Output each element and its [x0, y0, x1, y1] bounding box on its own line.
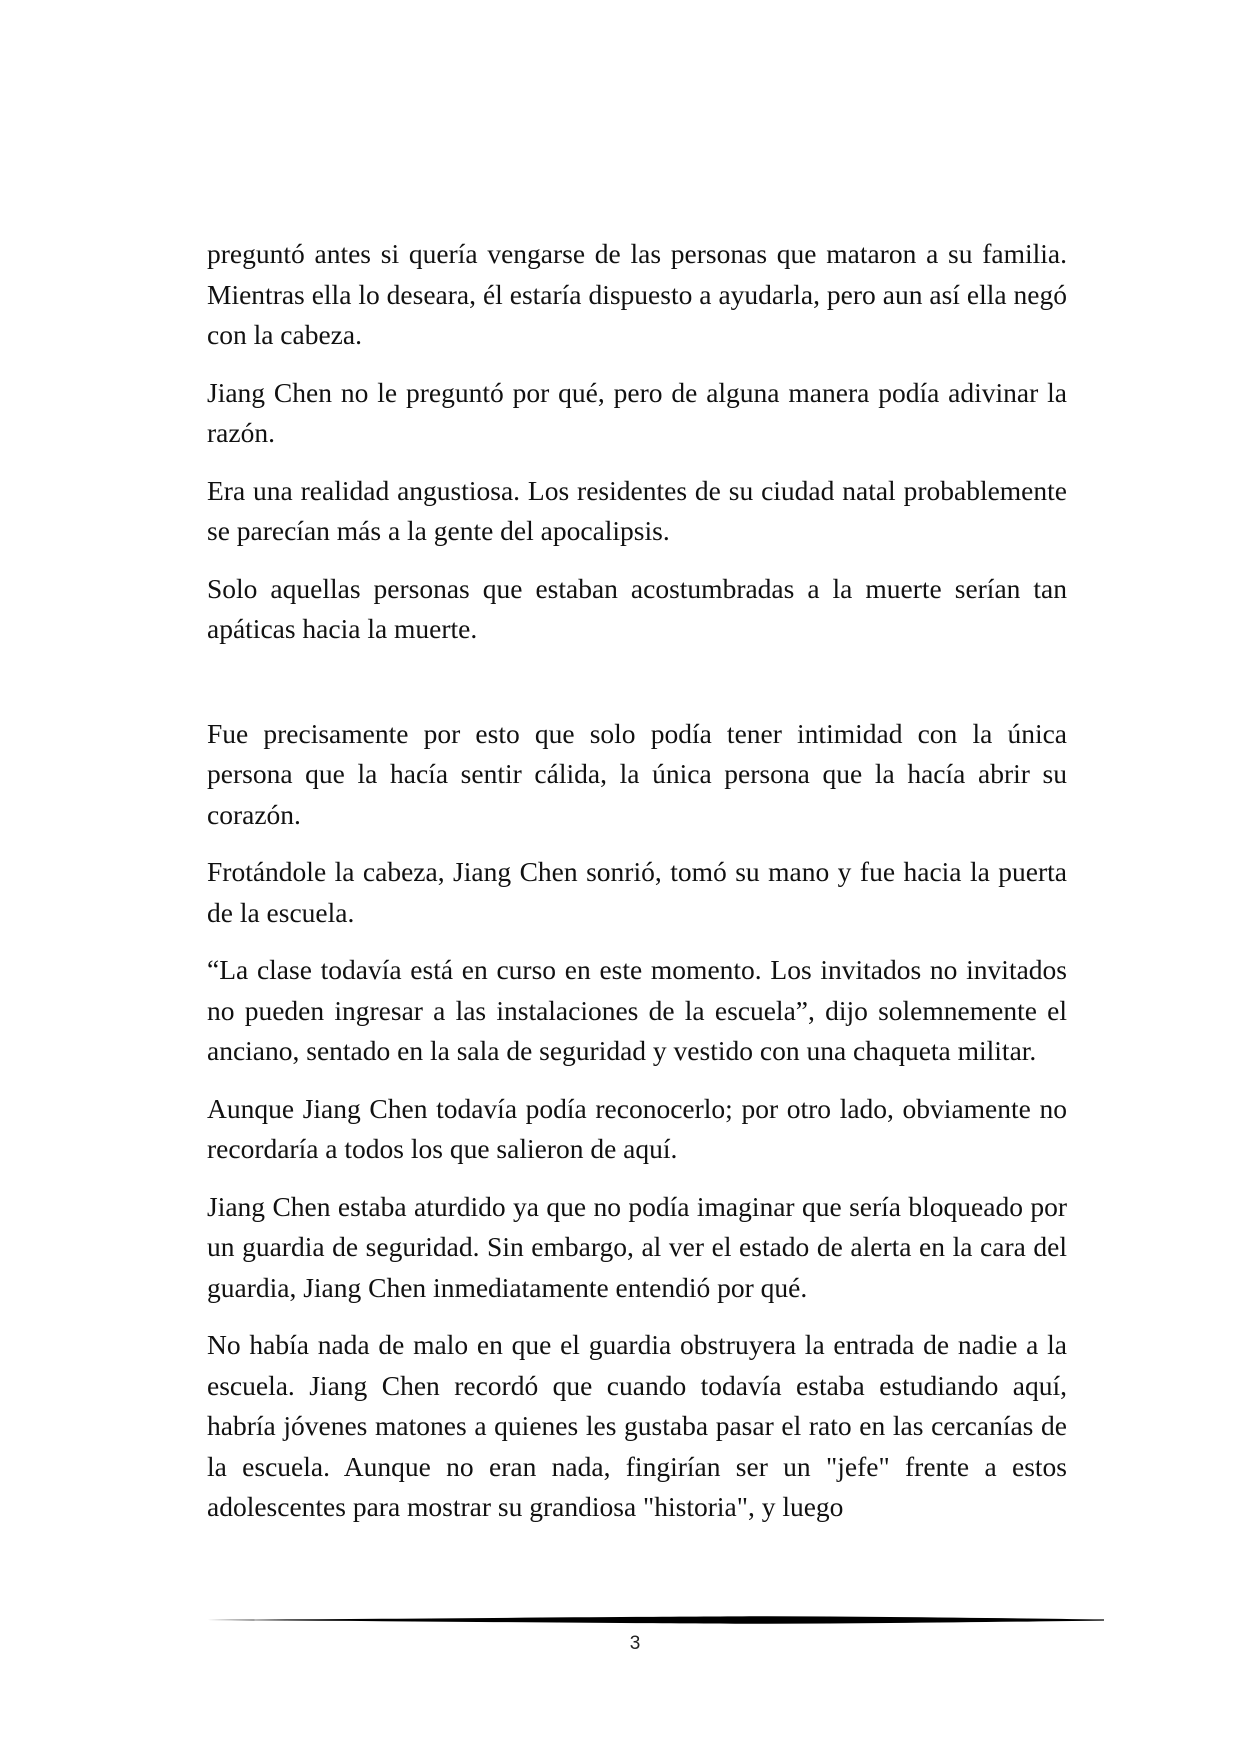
paragraph: Frotándole la cabeza, Jiang Chen sonrió, tomó su mano y fue hacia la puerta de la escuela. [207, 856, 1067, 928]
body-text [207, 234, 1067, 1545]
footer-divider [207, 1614, 1104, 1626]
paragraph: Aunque Jiang Chen todavía podía reconocerlo; por otro lado, obviamente no recordaría a todos los que salieron de aquí. [207, 1092, 1067, 1164]
paragraph: Solo aquellas personas que estaban acostumbradas a la muerte serían tan apáticas hacia la muerte. [207, 572, 1067, 644]
paragraph: Fue precisamente por esto que solo podía tener intimidad con la única persona que la hacía sentir cálida, la única persona que la hacía abrir su corazón. [207, 717, 1067, 830]
paragraph: “La clase todavía está en curso en este momento. Los invitados no invitados no pueden ingresar a las instalaciones de la escuela”, dijo solemnemente el anciano, sentado en la sala de seguridad y vestido con una chaqueta militar. [207, 954, 1067, 1066]
paragraph: Era una realidad angustiosa. Los residentes de su ciudad natal probablemente se parecían más a la gente del apocalipsis. [207, 474, 1067, 546]
paragraph: Jiang Chen estaba aturdido ya que no podía imaginar que sería bloqueado por un guardia de seguridad. Sin embargo, al ver el estado de alerta en la cara del guardia, Jiang Chen inmediatamente entendió por qué. [207, 1190, 1067, 1303]
paragraph: preguntó antes si quería vengarse de las personas que mataron a su familia. Mientras ella lo deseara, él estaría dispuesto a ayudarla, pero aun así ella negó con la cabeza. [207, 238, 1067, 350]
scene-break [207, 667, 1067, 714]
paragraph: No había nada de malo en que el guardia obstruyera la entrada de nadie a la escuela. Jiang Chen recordó que cuando todavía estaba estudiando aquí, habría jóvenes matones a quienes les gustaba pasar el rato en las cercanías de la escuela. Aunque no eran nada, fingirían ser un "jefe" frente a estos adolescentes para mostrar su grandiosa "historia", y luego [207, 1329, 1067, 1522]
paragraph: Jiang Chen no le preguntó por qué, pero de alguna manera podía adivinar la razón. [207, 376, 1067, 448]
footer-divider-swash [207, 1614, 1104, 1626]
page-number: 3 [629, 1633, 641, 1654]
